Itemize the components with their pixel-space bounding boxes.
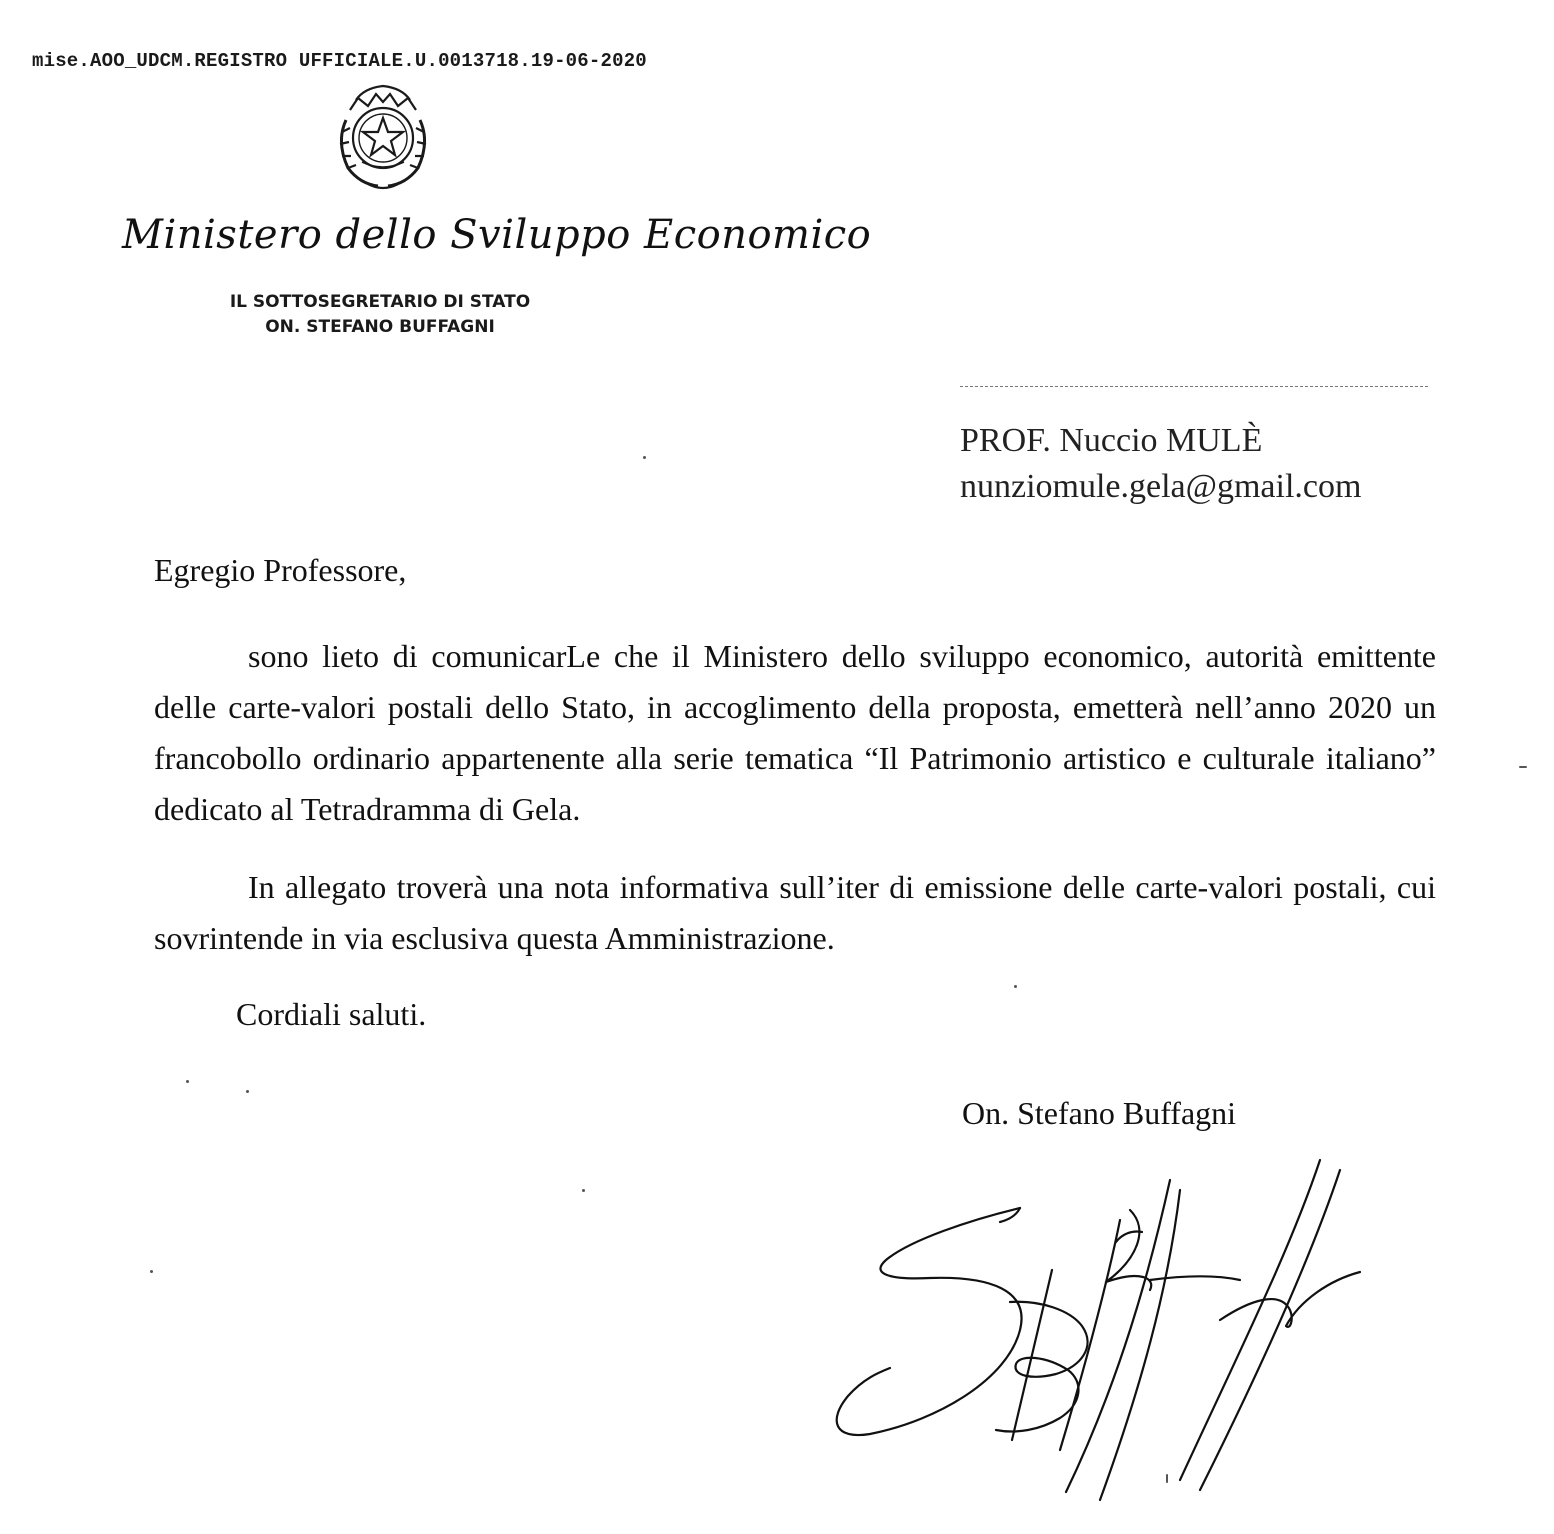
recipient-block <box>960 418 1361 510</box>
letter-paragraph-2: In allegato troverà una nota informativa sull’iter di emissione delle carte-valori postali, cui sovrintende in via esclusiva questa Amministrazione. <box>154 869 1436 956</box>
scan-speck <box>1014 985 1017 988</box>
signatory-name: On. Stefano Buffagni <box>962 1095 1237 1131</box>
recipient-divider <box>960 386 1428 387</box>
letter-paragraph-1: sono lieto di comunicarLe che il Ministero dello sviluppo economico, autorità emittente delle carte-valori postali dello Stato, in accoglimento della proposta, emetterà nell’anno 2020 un francobollo ordinario appartenente alla serie tematica “Il Patrimonio artistico e culturale italiano” dedicato al Tetradramma di Gela. <box>154 638 1436 827</box>
recipient-email: nunziomule.gela@gmail.com <box>960 468 1362 505</box>
scan-speck <box>150 1270 153 1273</box>
scan-speck <box>246 1090 249 1093</box>
scan-speck <box>1166 1474 1168 1483</box>
scan-speck <box>1519 766 1527 768</box>
italian-republic-emblem-icon <box>328 80 438 195</box>
scan-speck <box>643 456 646 459</box>
protocol-number: mise.AOO_UDCM.REGISTRO UFFICIALE.U.0013718.19-06-2020 <box>32 50 647 72</box>
scan-speck <box>186 1080 189 1083</box>
office-holder: ON. STEFANO BUFFAGNI <box>265 317 495 337</box>
handwritten-signature-icon <box>820 1150 1380 1510</box>
closing: Cordiali saluti. <box>236 996 427 1032</box>
recipient-name: PROF. Nuccio MULÈ <box>960 422 1263 459</box>
salutation: Egregio Professore, <box>154 552 407 588</box>
ministry-name: Ministero dello Sviluppo Economico <box>122 212 872 258</box>
office-block <box>200 290 560 340</box>
office-title: IL SOTTOSEGRETARIO DI STATO <box>229 292 531 312</box>
scan-speck <box>582 1189 585 1192</box>
